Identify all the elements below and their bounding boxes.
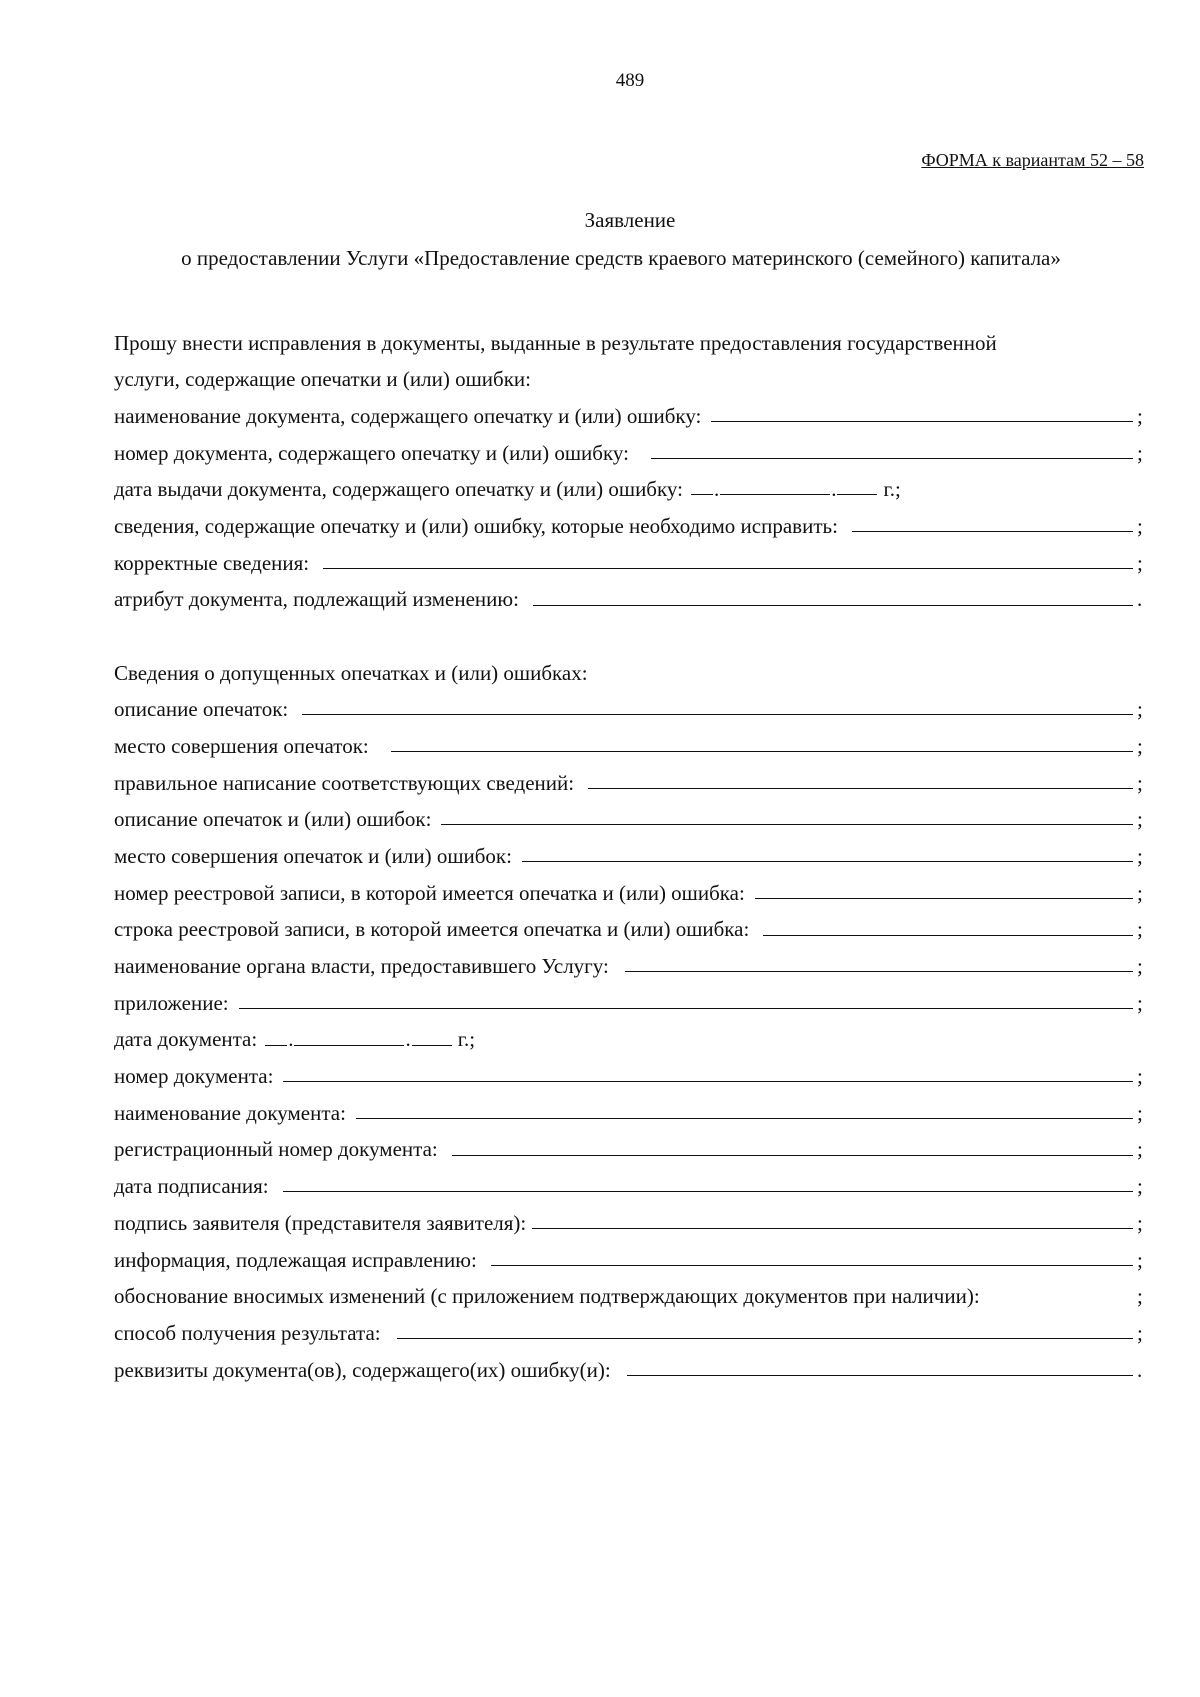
- field-terminator: ;: [1137, 954, 1143, 979]
- year-suffix: г.;: [457, 1027, 476, 1052]
- field-terminator: ;: [1137, 917, 1143, 942]
- fill-in-blank[interactable]: [711, 420, 1133, 422]
- field-applicant-signature: [114, 1198, 1145, 1235]
- field-terminator: ;: [1137, 733, 1143, 758]
- fill-in-blank[interactable]: [491, 1264, 1133, 1266]
- fill-in-blank[interactable]: [627, 1374, 1133, 1376]
- field-label: описание опечаток:: [114, 697, 289, 722]
- intro-line: [114, 318, 1145, 355]
- field-typos-errors-location: [114, 831, 1145, 868]
- field-label: способ получения результата:: [114, 1320, 381, 1345]
- page-number: 489: [615, 70, 645, 91]
- field-typo-location: [114, 721, 1145, 758]
- fill-in-blank[interactable]: [625, 970, 1133, 972]
- field-terminator: ;: [1137, 843, 1143, 868]
- field-label: наименование документа:: [114, 1100, 346, 1125]
- fill-in-blank[interactable]: [283, 1190, 1133, 1192]
- field-label: наименование органа власти, предоставившего Услугу:: [114, 954, 609, 979]
- field-terminator: ;: [1137, 1284, 1143, 1309]
- field-terminator: ;: [1137, 1064, 1143, 1089]
- field-terminator: ;: [1137, 770, 1143, 795]
- field-label: регистрационный номер документа:: [114, 1137, 438, 1162]
- field-label: информация, подлежащая исправлению:: [114, 1247, 477, 1272]
- document-title: Заявление: [584, 208, 676, 232]
- field-terminator: ;: [1137, 1137, 1143, 1162]
- field-document-number: [114, 1052, 1145, 1089]
- field-label: место совершения опечаток и (или) ошибок:: [114, 843, 512, 868]
- field-label: атрибут документа, подлежащий изменению:: [114, 587, 519, 612]
- intro-line: [114, 355, 1145, 392]
- field-label: правильное написание соответствующих сведений:: [114, 770, 575, 795]
- field-correct-info: [114, 538, 1145, 575]
- intro-text: Прошу внести исправления в документы, выданные в результате предоставления государственной: [114, 330, 997, 355]
- field-document-title: [114, 1088, 1145, 1125]
- field-registry-line: [114, 905, 1145, 942]
- field-terminator: ;: [1137, 440, 1143, 465]
- field-change-justification: [114, 1272, 1145, 1309]
- field-registry-number: [114, 868, 1145, 905]
- field-label: наименование документа, содержащего опечатку и (или) ошибку:: [114, 403, 702, 428]
- fill-in-blank[interactable]: [397, 1337, 1133, 1339]
- correction-request-section: [114, 318, 1145, 612]
- field-terminator: ;: [1137, 1247, 1143, 1272]
- date-input-group: . . г.;: [265, 1027, 475, 1051]
- field-terminator: ;: [1137, 1320, 1143, 1345]
- field-result-method: [114, 1308, 1145, 1345]
- field-terminator: ;: [1137, 403, 1143, 428]
- fill-in-blank[interactable]: [441, 823, 1133, 825]
- fill-in-blank[interactable]: [522, 860, 1133, 862]
- intro-text: услуги, содержащие опечатки и (или) ошибки:: [114, 367, 531, 392]
- fill-in-blank[interactable]: [239, 1007, 1133, 1009]
- field-terminator: ;: [1137, 1100, 1143, 1125]
- field-document-name: [114, 391, 1145, 428]
- field-label: номер документа, содержащего опечатку и (или) ошибку:: [114, 440, 629, 465]
- field-label: сведения, содержащие опечатку и (или) ошибку, которые необходимо исправить:: [114, 513, 838, 538]
- fill-in-blank[interactable]: [323, 567, 1133, 569]
- fill-in-blank[interactable]: [302, 713, 1133, 715]
- field-authority-name: [114, 942, 1145, 979]
- field-typo-description: [114, 685, 1145, 722]
- field-terminator: ;: [1137, 880, 1143, 905]
- field-attachment: [114, 978, 1145, 1015]
- field-terminator: ;: [1137, 990, 1143, 1015]
- field-label: номер реестровой записи, в которой имеется опечатка и (или) ошибка:: [114, 880, 745, 905]
- month-blank[interactable]: [720, 493, 830, 495]
- field-registration-number: [114, 1125, 1145, 1162]
- day-blank[interactable]: [265, 1044, 287, 1046]
- date-input-group: . . г.;: [691, 477, 901, 501]
- field-document-details: [114, 1345, 1145, 1382]
- field-issue-date: [114, 465, 1145, 502]
- field-correct-spelling: [114, 758, 1145, 795]
- year-blank[interactable]: [837, 493, 877, 495]
- field-typos-errors-description: [114, 795, 1145, 832]
- field-terminator: .: [1137, 1357, 1143, 1382]
- field-terminator: ;: [1137, 1174, 1143, 1199]
- section-heading-line: [114, 648, 1145, 685]
- fill-in-blank[interactable]: [755, 897, 1133, 899]
- field-terminator: ;: [1137, 1210, 1143, 1235]
- day-blank[interactable]: [691, 493, 713, 495]
- field-label: подпись заявителя (представителя заявителя):: [114, 1210, 527, 1235]
- document-subtitle: о предоставлении Услуги «Предоставление средств краевого материнского (семейного) капитала»: [181, 246, 1061, 270]
- field-label: строка реестровой записи, в которой имеется опечатка и (или) ошибка:: [114, 917, 750, 942]
- field-terminator: ;: [1137, 513, 1143, 538]
- fill-in-blank[interactable]: [283, 1080, 1133, 1082]
- field-label: дата документа:: [114, 1027, 258, 1052]
- field-document-date: [114, 1015, 1145, 1052]
- field-label: реквизиты документа(ов), содержащего(их) ошибку(и):: [114, 1357, 611, 1382]
- field-label: обоснование вносимых изменений (с приложением подтверждающих документов при наличии):: [114, 1284, 980, 1309]
- fill-in-blank[interactable]: [532, 1227, 1133, 1229]
- fill-in-blank[interactable]: [533, 604, 1133, 606]
- field-label: номер документа:: [114, 1064, 274, 1089]
- fill-in-blank[interactable]: [391, 750, 1133, 752]
- fill-in-blank[interactable]: [651, 457, 1133, 459]
- field-info-to-correct: [114, 1235, 1145, 1272]
- field-label: описание опечаток и (или) ошибок:: [114, 807, 432, 832]
- field-label: дата выдачи документа, содержащего опечатку и (или) ошибку:: [114, 477, 683, 502]
- month-blank[interactable]: [294, 1044, 404, 1046]
- field-terminator: ;: [1137, 550, 1143, 575]
- form-reference: ФОРМА к вариантам 52 – 58: [921, 150, 1144, 170]
- field-label: корректные сведения:: [114, 550, 310, 575]
- fill-in-blank[interactable]: [356, 1117, 1133, 1119]
- field-label: место совершения опечаток:: [114, 733, 369, 758]
- field-signing-date: [114, 1162, 1145, 1199]
- field-terminator: ;: [1137, 807, 1143, 832]
- fill-in-blank[interactable]: [763, 934, 1133, 936]
- field-document-number: [114, 428, 1145, 465]
- year-blank[interactable]: [412, 1044, 452, 1046]
- field-document-attribute: [114, 575, 1145, 612]
- field-error-info: [114, 501, 1145, 538]
- fill-in-blank[interactable]: [452, 1154, 1133, 1156]
- year-suffix: г.;: [883, 477, 901, 502]
- field-label: приложение:: [114, 990, 229, 1015]
- field-label: дата подписания:: [114, 1174, 269, 1199]
- section-heading: Сведения о допущенных опечатках и (или) ошибках:: [114, 660, 588, 685]
- fill-in-blank[interactable]: [588, 787, 1133, 789]
- field-terminator: ;: [1137, 697, 1143, 722]
- fill-in-blank[interactable]: [852, 530, 1133, 532]
- field-terminator: .: [1137, 587, 1143, 612]
- error-details-section: [114, 648, 1145, 1382]
